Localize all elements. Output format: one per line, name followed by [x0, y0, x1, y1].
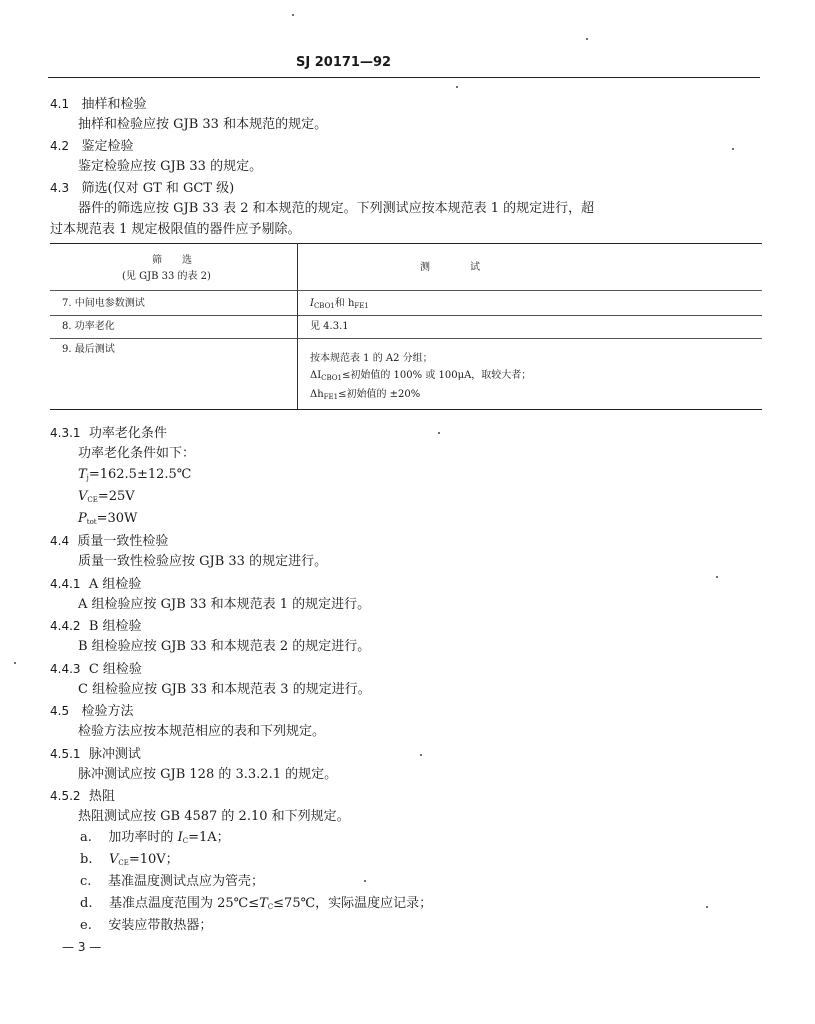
- scan-speck: [14, 662, 16, 664]
- burn-in-condition: $T_j=162.5\pm 12.5℃$: [78, 467, 192, 482]
- table-row-rule: [50, 338, 762, 339]
- section-title: 检验方法: [81, 704, 134, 719]
- section-number: 4.2: [50, 139, 70, 153]
- section-4-4-1-body: A 组检验应按 GJB 33 和本规范表 1 的规定进行。: [78, 597, 371, 612]
- section-4-5-body: 检验方法应按本规范相应的表和下列规定。: [78, 724, 326, 739]
- scan-speck: [732, 148, 734, 150]
- section-4-4-2-body: B 组检验应按 GJB 33 和本规范表 2 的规定进行。: [78, 639, 371, 654]
- section-number: 4.3: [50, 181, 70, 195]
- table-cell: $\Delta I_{CBO1}\le$初始值的 100% 或 100μA，取较大者；: [310, 370, 532, 382]
- list-item: e. 安装应带散热器；: [80, 918, 213, 933]
- section-title: 抽样和检验: [81, 97, 147, 112]
- scan-speck: [364, 880, 366, 882]
- scan-speck: [438, 432, 440, 434]
- section-4-4-1-heading: [50, 576, 141, 593]
- scan-speck: [706, 906, 708, 908]
- section-4-3-body-line2: 过本规范表 1 规定极限值的器件应予剔除。: [50, 222, 301, 237]
- section-4-4-heading: [50, 533, 168, 550]
- section-4-1-body: 抽样和检验应按 GJB 33 和本规范的规定。: [78, 117, 328, 132]
- section-number: 4.4: [50, 534, 70, 548]
- section-title: 热阻: [88, 789, 115, 804]
- section-number: 4.4.1: [50, 577, 81, 591]
- section-title: 功率老化条件: [88, 426, 167, 441]
- section-4-1-heading: [50, 96, 147, 113]
- section-title: 筛选(仅对 GT 和 GCT 级): [81, 181, 235, 196]
- section-4-3-body-line1: 器件的筛选应按 GJB 33 表 2 和本规范的规定。下列测试应按本规范表 1 的规定进行，超: [78, 201, 595, 216]
- table-cell: 9. 最后测试: [62, 344, 115, 355]
- table-head-test: 测 试: [420, 262, 480, 273]
- section-number: 4.5.2: [50, 789, 81, 803]
- section-4-4-2-heading: [50, 618, 142, 635]
- table-cell: 见 4.3.1: [310, 321, 349, 332]
- burn-in-intro: 功率老化条件如下：: [78, 446, 196, 461]
- section-title: B 组检验: [88, 619, 142, 634]
- section-4-2-heading: [50, 138, 134, 155]
- table-head-screening: 筛 选: [152, 255, 192, 266]
- doc-code: SJ 20171—92: [296, 55, 392, 70]
- list-item: d. 基准点温度范围为 $25℃\le T_C\le 75℃$，实际温度应记录；: [80, 896, 433, 911]
- table-cell: 按本规范表 1 的 A2 分组；: [310, 353, 433, 364]
- section-number: 4.4.3: [50, 662, 81, 676]
- section-4-5-2-heading: [50, 788, 115, 805]
- page-number: — 3 —: [62, 940, 102, 954]
- list-item: b. $V_{CE}=10V$；: [80, 852, 179, 867]
- burn-in-condition: $P_{tot}=30W$: [78, 511, 138, 526]
- section-4-2-body: 鉴定检验应按 GJB 33 的规定。: [78, 159, 263, 174]
- section-4-4-3-heading: [50, 661, 142, 678]
- table-cell: 7. 中间电参数测试: [62, 298, 145, 309]
- table-column-divider: [297, 243, 298, 409]
- table-top-rule: [50, 243, 762, 244]
- section-number: 4.5: [50, 704, 70, 718]
- section-number: 4.1: [50, 97, 70, 111]
- table-row-rule: [50, 315, 762, 316]
- section-4-4-body: 质量一致性检验应按 GJB 33 的规定进行。: [78, 554, 328, 569]
- scan-speck: [456, 86, 458, 88]
- scan-speck: [716, 576, 718, 578]
- table-head-screening-ref: (见 GJB 33 的表 2): [122, 271, 211, 282]
- section-title: 质量一致性检验: [77, 534, 169, 549]
- list-item: a. 加功率时的 $I_C=1A$；: [80, 830, 230, 845]
- table-bottom-rule: [50, 409, 762, 410]
- scan-speck: [586, 38, 588, 40]
- scan-speck: [420, 754, 422, 756]
- section-number: 4.3.1: [50, 426, 81, 440]
- section-title: 鉴定检验: [81, 139, 134, 154]
- section-title: C 组检验: [88, 662, 142, 677]
- section-4-5-1-body: 脉冲测试应按 GJB 128 的 3.3.2.1 的规定。: [78, 767, 338, 782]
- burn-in-condition: $V_{CE}=25V$: [78, 489, 135, 504]
- section-number: 4.5.1: [50, 747, 81, 761]
- section-4-5-2-body: 热阻测试应按 GB 4587 的 2.10 和下列规定。: [78, 809, 350, 824]
- section-number: 4.4.2: [50, 619, 81, 633]
- list-item: c. 基准温度测试点应为管壳；: [80, 874, 264, 889]
- scan-speck: [292, 14, 294, 16]
- section-4-3-heading: [50, 180, 234, 197]
- table-cell: $\Delta h_{FE1}\le$初始值的 ±20%: [310, 389, 421, 401]
- header-rule: [48, 77, 760, 78]
- section-4-5-heading: [50, 703, 134, 720]
- section-4-4-3-body: C 组检验应按 GJB 33 和本规范表 3 的规定进行。: [78, 682, 371, 697]
- table-cell: $I_{CBO1}$和 $h_{FE1}$: [310, 298, 369, 310]
- section-title: A 组检验: [88, 577, 142, 592]
- section-title: 脉冲测试: [88, 747, 141, 762]
- section-4-5-1-heading: [50, 746, 141, 763]
- section-4-3-1-heading: [50, 425, 167, 442]
- table-cell: 8. 功率老化: [62, 321, 115, 332]
- table-head-rule: [50, 290, 762, 291]
